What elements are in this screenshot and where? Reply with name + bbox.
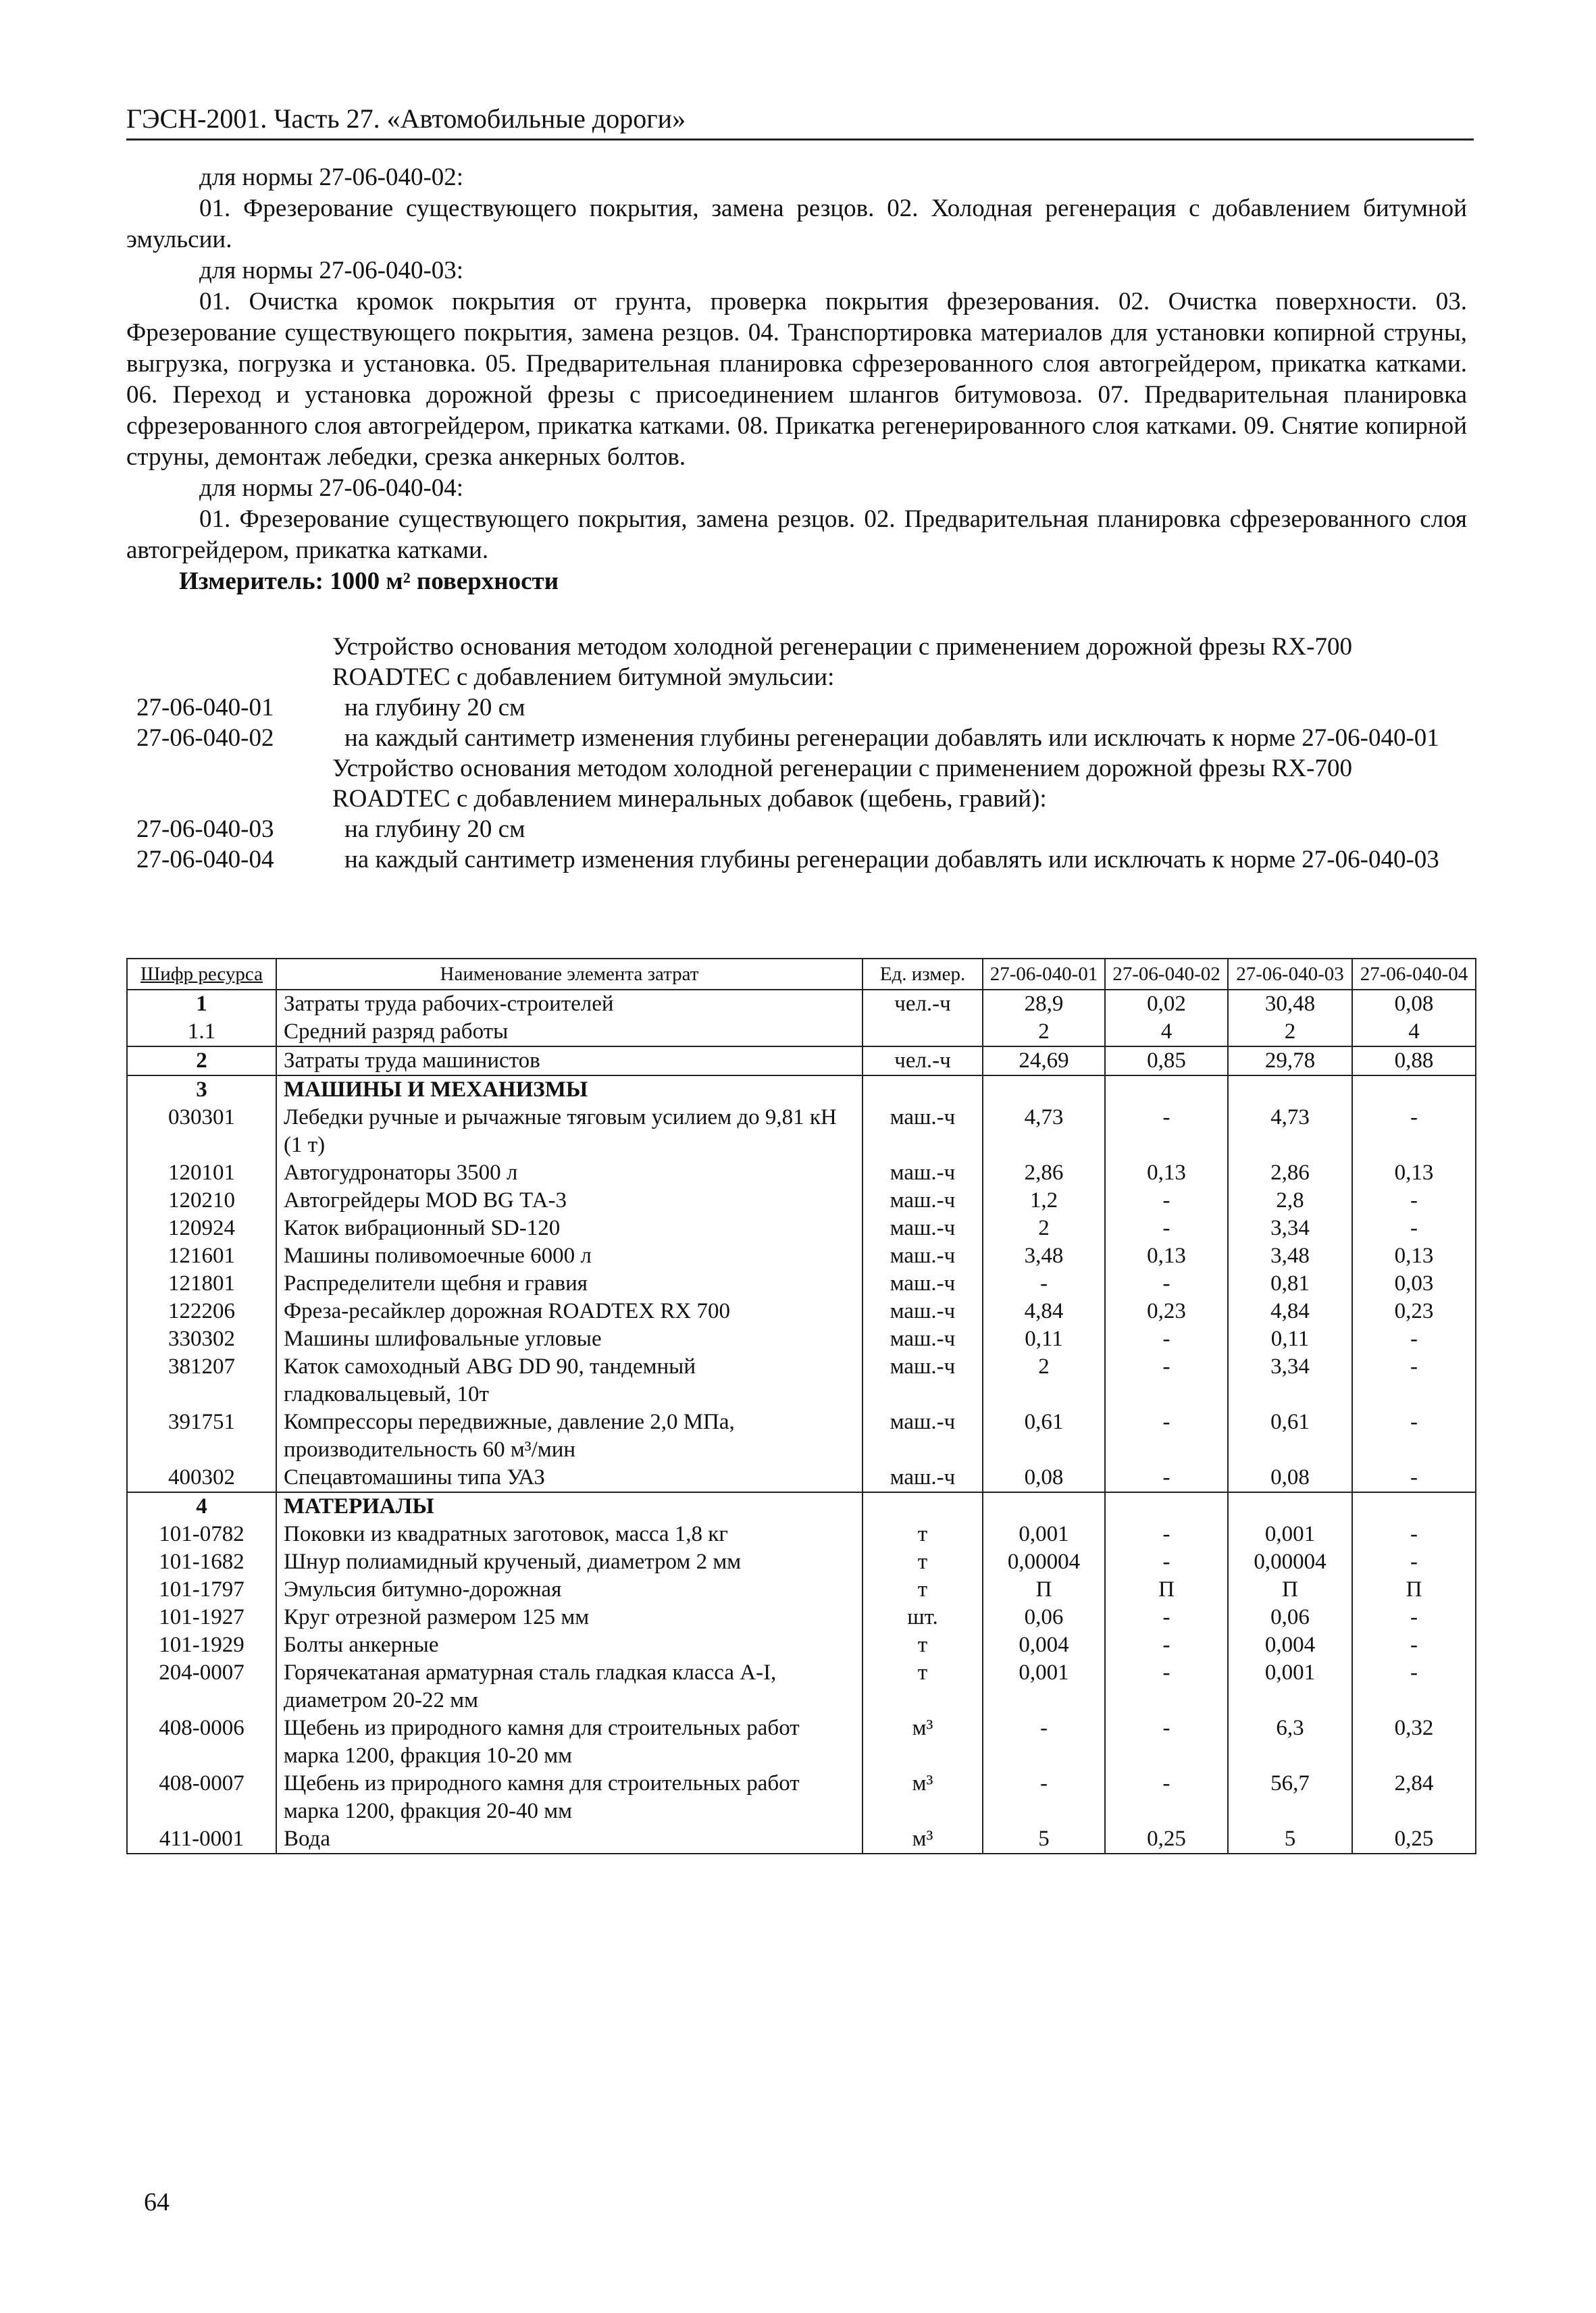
- norm-03-value: [1228, 1492, 1352, 1521]
- norm-03-value: 3,34: [1228, 1215, 1352, 1242]
- header-cost-element: Наименование элемента затрат: [276, 959, 863, 990]
- resource-code-cell: 101-1682: [127, 1548, 276, 1576]
- norm-03-value: 5: [1228, 1825, 1352, 1854]
- resource-table: [126, 958, 1476, 1854]
- norm-code: 27-06-040-03: [136, 815, 274, 843]
- norm-04-value: 0,23: [1352, 1298, 1476, 1325]
- norm-03-value: 0,81: [1228, 1270, 1352, 1298]
- measure-unit: Измеритель: 1000 м² поверхности: [179, 567, 559, 595]
- norm-03-value: 0,61: [1228, 1408, 1352, 1464]
- norm-04-value: 0,13: [1352, 1159, 1476, 1187]
- norm-04-value: 0,13: [1352, 1242, 1476, 1270]
- resource-code-cell: 330302: [127, 1325, 276, 1353]
- norm-04-value: -: [1352, 1659, 1476, 1714]
- norm-definitions: [126, 632, 1467, 875]
- unit-cell: т: [863, 1548, 983, 1576]
- resource-code-cell: 400302: [127, 1464, 276, 1492]
- norm-03-value: 4,73: [1228, 1104, 1352, 1159]
- norm-01-value: [983, 1075, 1105, 1104]
- norm-definition-row: [126, 844, 1467, 875]
- cost-element-cell: Затраты труда рабочих-строителей: [276, 990, 863, 1018]
- norm-04-value: 2,84: [1352, 1770, 1476, 1825]
- norm-03-value: 0,06: [1228, 1604, 1352, 1631]
- table-row: [127, 1104, 1476, 1159]
- norm-03-value: 3,34: [1228, 1353, 1352, 1408]
- unit-cell: маш.-ч: [863, 1187, 983, 1215]
- table-row: [127, 1242, 1476, 1270]
- table-body: [127, 990, 1476, 1854]
- norm-04-value: 0,25: [1352, 1825, 1476, 1854]
- norm-01-value: 2: [983, 1353, 1105, 1408]
- cost-element-cell: Каток самоходный ABG DD 90, тандемный гладковальцевый, 10т: [276, 1353, 863, 1408]
- norm-04-value: [1352, 1492, 1476, 1521]
- norm-03-label: для нормы 27-06-040-03:: [199, 257, 464, 284]
- norm-definition-row: [126, 692, 1467, 723]
- table-row: [127, 1353, 1476, 1408]
- cost-element-cell: Затраты труда машинистов: [276, 1046, 863, 1075]
- cost-element-cell: Автогрейдеры MOD BG ТА-3: [276, 1187, 863, 1215]
- cost-element-cell: МАТЕРИАЛЫ: [276, 1492, 863, 1521]
- norm-01-value: 0,001: [983, 1521, 1105, 1548]
- norm-01-value: 4,73: [983, 1104, 1105, 1159]
- norm-02-value: -: [1105, 1104, 1228, 1159]
- table-row: [127, 1576, 1476, 1604]
- norm-code: 27-06-040-02: [136, 724, 274, 752]
- unit-cell: чел.-ч: [863, 1046, 983, 1075]
- norm-02-value: -: [1105, 1604, 1228, 1631]
- page-header: [126, 103, 1474, 141]
- header-unit: Ед. измер.: [863, 959, 983, 990]
- norm-02-value: 4: [1105, 1018, 1228, 1046]
- norm-01-value: -: [983, 1770, 1105, 1825]
- resource-code-cell: 120101: [127, 1159, 276, 1187]
- unit-cell: маш.-ч: [863, 1242, 983, 1270]
- norm-description: на глубину 20 см: [344, 694, 525, 721]
- resource-code-cell: 1: [127, 990, 276, 1018]
- norm-02-value: [1105, 1075, 1228, 1104]
- unit-cell: шт.: [863, 1604, 983, 1631]
- table-row: [127, 1464, 1476, 1492]
- norm-04-value: -: [1352, 1604, 1476, 1631]
- norm-04-value: 4: [1352, 1018, 1476, 1046]
- unit-cell: т: [863, 1631, 983, 1659]
- norm-04-value: -: [1352, 1464, 1476, 1492]
- cost-element-cell: Щебень из природного камня для строительных работ марка 1200, фракция 10-20 мм: [276, 1714, 863, 1770]
- norm-02-value: 0,85: [1105, 1046, 1228, 1075]
- norm-01-value: 1,2: [983, 1187, 1105, 1215]
- resource-code-cell: 4: [127, 1492, 276, 1521]
- norm-04-value: 0,88: [1352, 1046, 1476, 1075]
- cost-element-cell: Эмульсия битумно-дорожная: [276, 1576, 863, 1604]
- cost-element-cell: Каток вибрационный SD-120: [276, 1215, 863, 1242]
- norm-04-value: -: [1352, 1353, 1476, 1408]
- norm-02-value: 0,25: [1105, 1825, 1228, 1854]
- norm-definition-row: [126, 814, 1467, 844]
- norm-02-value: -: [1105, 1187, 1228, 1215]
- norm-04-value: -: [1352, 1548, 1476, 1576]
- norm-04-value: 0,32: [1352, 1714, 1476, 1770]
- unit-cell: м³: [863, 1770, 983, 1825]
- unit-cell: м³: [863, 1825, 983, 1854]
- table-row: [127, 1770, 1476, 1825]
- norm-03-value: 0,001: [1228, 1659, 1352, 1714]
- resource-code-cell: 101-1797: [127, 1576, 276, 1604]
- table-row: [127, 1604, 1476, 1631]
- norm-04-value: -: [1352, 1104, 1476, 1159]
- norm-03-value: П: [1228, 1576, 1352, 1604]
- norm-01-value: П: [983, 1576, 1105, 1604]
- cost-element-cell: МАШИНЫ И МЕХАНИЗМЫ: [276, 1075, 863, 1104]
- header-title: ГЭСН-2001. Часть 27. «Автомобильные дороги»: [126, 103, 686, 134]
- norm-01-value: 2: [983, 1215, 1105, 1242]
- resource-code-cell: 121801: [127, 1270, 276, 1298]
- unit-cell: чел.-ч: [863, 990, 983, 1018]
- table-row: [127, 1046, 1476, 1075]
- unit-cell: маш.-ч: [863, 1408, 983, 1464]
- norm-01-value: 0,11: [983, 1325, 1105, 1353]
- norm-code: 27-06-040-04: [136, 846, 274, 873]
- norm-04-value: -: [1352, 1187, 1476, 1215]
- resource-code-cell: 408-0007: [127, 1770, 276, 1825]
- norm-04-value: [1352, 1075, 1476, 1104]
- norm-01-value: 3,48: [983, 1242, 1105, 1270]
- norm-description: на каждый сантиметр изменения глубины регенерации добавлять или исключать к норме 27-06-040-03: [344, 846, 1439, 873]
- resource-code-cell: 204-0007: [127, 1659, 276, 1714]
- unit-cell: т: [863, 1659, 983, 1714]
- unit-cell: т: [863, 1576, 983, 1604]
- norm-02-text: 01. Фрезерование существующего покрытия, замена резцов. 02. Холодная регенерация с добавлением битумной эмульсии.: [126, 195, 1467, 253]
- norm-02-value: -: [1105, 1521, 1228, 1548]
- norm-04-value: -: [1352, 1521, 1476, 1548]
- norm-03-value: 4,84: [1228, 1298, 1352, 1325]
- cost-element-cell: Поковки из квадратных заготовок, масса 1,8 кг: [276, 1521, 863, 1548]
- table-row: [127, 1018, 1476, 1046]
- cost-element-cell: Щебень из природного камня для строительных работ марка 1200, фракция 20-40 мм: [276, 1770, 863, 1825]
- norm-01-value: 4,84: [983, 1298, 1105, 1325]
- resource-code-cell: 408-0006: [127, 1714, 276, 1770]
- norm-04-value: -: [1352, 1215, 1476, 1242]
- unit-cell: маш.-ч: [863, 1298, 983, 1325]
- norm-04-text: 01. Фрезерование существующего покрытия, замена резцов. 02. Предварительная планировка сфрезерованного слоя автогрейдером, прикатка катками.: [126, 505, 1467, 564]
- cost-element-cell: Болты анкерные: [276, 1631, 863, 1659]
- cost-element-cell: Горячекатаная арматурная сталь гладкая класса А-I, диаметром 20-22 мм: [276, 1659, 863, 1714]
- table-row: [127, 1408, 1476, 1464]
- norm-01-value: 0,00004: [983, 1548, 1105, 1576]
- norm-01-value: 0,08: [983, 1464, 1105, 1492]
- cost-element-cell: Фреза-ресайклер дорожная ROADTEX RX 700: [276, 1298, 863, 1325]
- group-1-heading: Устройство основания методом холодной регенерации с применением дорожной фрезы RX-700 ROADTEC с добавлением битумной эмульсии:: [332, 633, 1352, 691]
- table-row: [127, 1631, 1476, 1659]
- header-norm-03: 27-06-040-03: [1228, 959, 1352, 990]
- norm-02-value: -: [1105, 1548, 1228, 1576]
- table-header-row: [127, 959, 1476, 990]
- unit-cell: маш.-ч: [863, 1353, 983, 1408]
- table-row: [127, 990, 1476, 1018]
- norm-02-value: 0,13: [1105, 1159, 1228, 1187]
- norm-04-value: -: [1352, 1408, 1476, 1464]
- norm-03-value: 0,001: [1228, 1521, 1352, 1548]
- resource-code-cell: 391751: [127, 1408, 276, 1464]
- norm-01-value: 2,86: [983, 1159, 1105, 1187]
- table-row: [127, 1714, 1476, 1770]
- header-norm-02: 27-06-040-02: [1105, 959, 1228, 990]
- unit-cell: маш.-ч: [863, 1215, 983, 1242]
- cost-element-cell: Круг отрезной размером 125 мм: [276, 1604, 863, 1631]
- norm-02-value: -: [1105, 1270, 1228, 1298]
- norm-definition-row: [126, 723, 1467, 753]
- table-row: [127, 1325, 1476, 1353]
- cost-element-cell: Вода: [276, 1825, 863, 1854]
- unit-cell: маш.-ч: [863, 1325, 983, 1353]
- resource-code-cell: 101-0782: [127, 1521, 276, 1548]
- norm-description: на каждый сантиметр изменения глубины регенерации добавлять или исключать к норме 27-06-040-01: [344, 724, 1439, 752]
- resource-code-cell: 101-1927: [127, 1604, 276, 1631]
- norm-02-value: 0,13: [1105, 1242, 1228, 1270]
- cost-element-cell: Шнур полиамидный крученый, диаметром 2 мм: [276, 1548, 863, 1576]
- table-row: [127, 1075, 1476, 1104]
- norm-description: на глубину 20 см: [344, 815, 525, 843]
- norm-03-value: 56,7: [1228, 1770, 1352, 1825]
- norm-03-value: 0,00004: [1228, 1548, 1352, 1576]
- page-number: 64: [144, 2188, 170, 2216]
- resource-code-cell: 101-1929: [127, 1631, 276, 1659]
- resource-code-cell: 411-0001: [127, 1825, 276, 1854]
- norm-01-value: -: [983, 1714, 1105, 1770]
- norm-02-value: -: [1105, 1659, 1228, 1714]
- norm-02-value: -: [1105, 1353, 1228, 1408]
- norm-02-value: -: [1105, 1325, 1228, 1353]
- norm-03-value: 6,3: [1228, 1714, 1352, 1770]
- cost-element-cell: Машины поливомоечные 6000 л: [276, 1242, 863, 1270]
- norm-03-value: 2: [1228, 1018, 1352, 1046]
- cost-element-cell: Компрессоры передвижные, давление 2,0 МПа, производительность 60 м³/мин: [276, 1408, 863, 1464]
- norm-01-value: 5: [983, 1825, 1105, 1854]
- norm-01-value: 0,001: [983, 1659, 1105, 1714]
- norm-04-value: П: [1352, 1576, 1476, 1604]
- table-row: [127, 1187, 1476, 1215]
- norm-02-value: -: [1105, 1464, 1228, 1492]
- norm-01-value: 2: [983, 1018, 1105, 1046]
- norm-02-value: -: [1105, 1408, 1228, 1464]
- table-row: [127, 1159, 1476, 1187]
- norm-01-value: [983, 1492, 1105, 1521]
- norm-03-value: 0,11: [1228, 1325, 1352, 1353]
- norm-02-value: -: [1105, 1631, 1228, 1659]
- norm-01-value: 0,06: [983, 1604, 1105, 1631]
- unit-cell: [863, 1018, 983, 1046]
- unit-cell: маш.-ч: [863, 1270, 983, 1298]
- resource-code-cell: 1.1: [127, 1018, 276, 1046]
- header-norm-01: 27-06-040-01: [983, 959, 1105, 990]
- norm-02-value: -: [1105, 1215, 1228, 1242]
- norm-02-value: 0,02: [1105, 990, 1228, 1018]
- cost-element-cell: Лебедки ручные и рычажные тяговым усилием до 9,81 кН (1 т): [276, 1104, 863, 1159]
- norm-04-value: 0,03: [1352, 1270, 1476, 1298]
- cost-element-cell: Средний разряд работы: [276, 1018, 863, 1046]
- cost-element-cell: Распределители щебня и гравия: [276, 1270, 863, 1298]
- norm-03-value: 0,08: [1228, 1464, 1352, 1492]
- table-row: [127, 1548, 1476, 1576]
- norm-01-value: 24,69: [983, 1046, 1105, 1075]
- unit-cell: [863, 1492, 983, 1521]
- norm-03-value: 3,48: [1228, 1242, 1352, 1270]
- table-row: [127, 1492, 1476, 1521]
- norm-02-value: П: [1105, 1576, 1228, 1604]
- norm-03-value: 0,004: [1228, 1631, 1352, 1659]
- norm-01-value: 28,9: [983, 990, 1105, 1018]
- resource-code-cell: 030301: [127, 1104, 276, 1159]
- norm-03-value: 2,86: [1228, 1159, 1352, 1187]
- table-row: [127, 1825, 1476, 1854]
- norm-04-value: 0,08: [1352, 990, 1476, 1018]
- norm-02-value: 0,23: [1105, 1298, 1228, 1325]
- header-resource-code: Шифр ресурса: [127, 959, 276, 990]
- resource-code-cell: 121601: [127, 1242, 276, 1270]
- resource-code-cell: 120924: [127, 1215, 276, 1242]
- table-row: [127, 1659, 1476, 1714]
- cost-element-cell: Машины шлифовальные угловые: [276, 1325, 863, 1353]
- table-row: [127, 1270, 1476, 1298]
- norm-01-value: 0,61: [983, 1408, 1105, 1464]
- unit-cell: т: [863, 1521, 983, 1548]
- table-row: [127, 1215, 1476, 1242]
- table-row: [127, 1298, 1476, 1325]
- work-composition: [126, 162, 1467, 597]
- norm-01-value: 0,004: [983, 1631, 1105, 1659]
- header-norm-04: 27-06-040-04: [1352, 959, 1476, 990]
- resource-code-cell: 120210: [127, 1187, 276, 1215]
- resource-code-cell: 122206: [127, 1298, 276, 1325]
- norm-03-value: [1228, 1075, 1352, 1104]
- norm-04-value: -: [1352, 1631, 1476, 1659]
- norm-03-value: 29,78: [1228, 1046, 1352, 1075]
- norm-04-value: -: [1352, 1325, 1476, 1353]
- group-2-heading: Устройство основания методом холодной регенерации с применением дорожной фрезы RX-700 ROADTEC с добавлением минеральных добавок (щебень, гравий):: [332, 755, 1352, 813]
- norm-03-value: 2,8: [1228, 1187, 1352, 1215]
- resource-code-cell: 381207: [127, 1353, 276, 1408]
- norm-04-label: для нормы 27-06-040-04:: [199, 474, 464, 502]
- norm-03-value: 30,48: [1228, 990, 1352, 1018]
- norm-03-text: 01. Очистка кромок покрытия от грунта, проверка покрытия фрезерования. 02. Очистка поверхности. 03. Фрезерование существующего покрытия, замена резцов. 04. Транспортировка материалов для установки копирной струны, выгрузка, погрузка и установка. 05. Предварительная планировка сфрезерованного слоя автогрейдером, прикатка катками. 06. Переход и установка дорожной фрезы с присоединением шлангов битумовоза. 07. Предварительная планировка сфрезерованного слоя автогрейдером, прикатка катками. 08. Прикатка регенерированного слоя катками. 09. Снятие копирной струны, демонтаж лебедки, срезка анкерных болтов.: [126, 288, 1467, 471]
- cost-element-cell: Автогудронаторы 3500 л: [276, 1159, 863, 1187]
- norm-02-value: [1105, 1492, 1228, 1521]
- norm-01-value: -: [983, 1270, 1105, 1298]
- resource-code-cell: 2: [127, 1046, 276, 1075]
- table-row: [127, 1521, 1476, 1548]
- norm-02-label: для нормы 27-06-040-02:: [199, 163, 464, 191]
- cost-element-cell: Спецавтомашины типа УАЗ: [276, 1464, 863, 1492]
- unit-cell: маш.-ч: [863, 1159, 983, 1187]
- norm-code: 27-06-040-01: [136, 694, 274, 721]
- norm-02-value: -: [1105, 1770, 1228, 1825]
- unit-cell: маш.-ч: [863, 1104, 983, 1159]
- unit-cell: м³: [863, 1714, 983, 1770]
- norm-02-value: -: [1105, 1714, 1228, 1770]
- unit-cell: [863, 1075, 983, 1104]
- resource-code-cell: 3: [127, 1075, 276, 1104]
- unit-cell: маш.-ч: [863, 1464, 983, 1492]
